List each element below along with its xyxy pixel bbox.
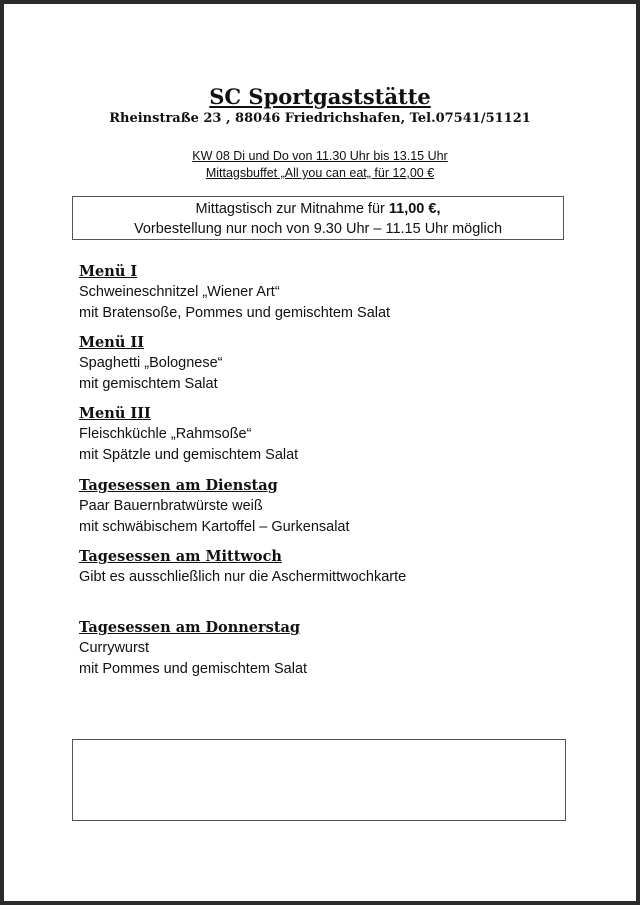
menu-item [79, 618, 307, 680]
menu-line: Schweineschnitzel „Wiener Art“ [79, 284, 280, 300]
schedule-line-2: Mittagsbuffet „All you can eat„ für 12,00 € [205, 166, 435, 180]
restaurant-title: SC Sportgaststätte [209, 84, 431, 109]
restaurant-address: Rheinstraße 23 , 88046 Friedrichshafen, Tel.07541/51121 [109, 111, 531, 126]
menu-heading: Menü I [79, 263, 138, 280]
schedule-line-1: KW 08 Di und Do von 11.30 Uhr bis 13.15 Uhr [192, 149, 448, 163]
takeaway-price: 11,00 €, [388, 201, 441, 217]
menu-line: Currywurst [79, 640, 150, 656]
menu-item [79, 547, 406, 588]
menu-heading: Tagesessen am Mittwoch [79, 548, 282, 565]
menu-heading: Tagesessen am Dienstag [79, 477, 278, 494]
menu-line: Gibt es ausschließlich nur die Aschermittwochkarte [79, 569, 407, 585]
takeaway-text: Mittagstisch zur Mitnahme für [195, 201, 389, 217]
menu-heading: Tagesessen am Donnerstag [79, 619, 301, 636]
takeaway-line-1 [73, 199, 563, 219]
menu-heading: Menü III [79, 405, 151, 422]
menu-heading: Menü II [79, 334, 144, 351]
menu-line: mit Bratensoße, Pommes und gemischtem Salat [79, 305, 391, 321]
menu-line: Fleischküchle „Rahmsoße“ [79, 426, 252, 442]
menu-item [79, 476, 350, 538]
menu-item [79, 404, 298, 466]
takeaway-box [72, 196, 564, 240]
menu-line: mit Spätzle und gemischtem Salat [79, 447, 299, 463]
takeaway-line-2: Vorbestellung nur noch von 9.30 Uhr – 11.15 Uhr möglich [133, 221, 503, 237]
menu-item [79, 333, 223, 395]
menu-item [79, 262, 390, 324]
empty-note-box [72, 739, 566, 821]
menu-line: mit schwäbischem Kartoffel – Gurkensalat [79, 519, 350, 535]
menu-page [4, 4, 636, 901]
menu-line: Paar Bauernbratwürste weiß [79, 498, 263, 514]
menu-line: Spaghetti „Bolognese“ [79, 355, 223, 371]
weekly-schedule [4, 148, 636, 182]
menu-line: mit Pommes und gemischtem Salat [79, 661, 308, 677]
menu-line: mit gemischtem Salat [79, 376, 218, 392]
